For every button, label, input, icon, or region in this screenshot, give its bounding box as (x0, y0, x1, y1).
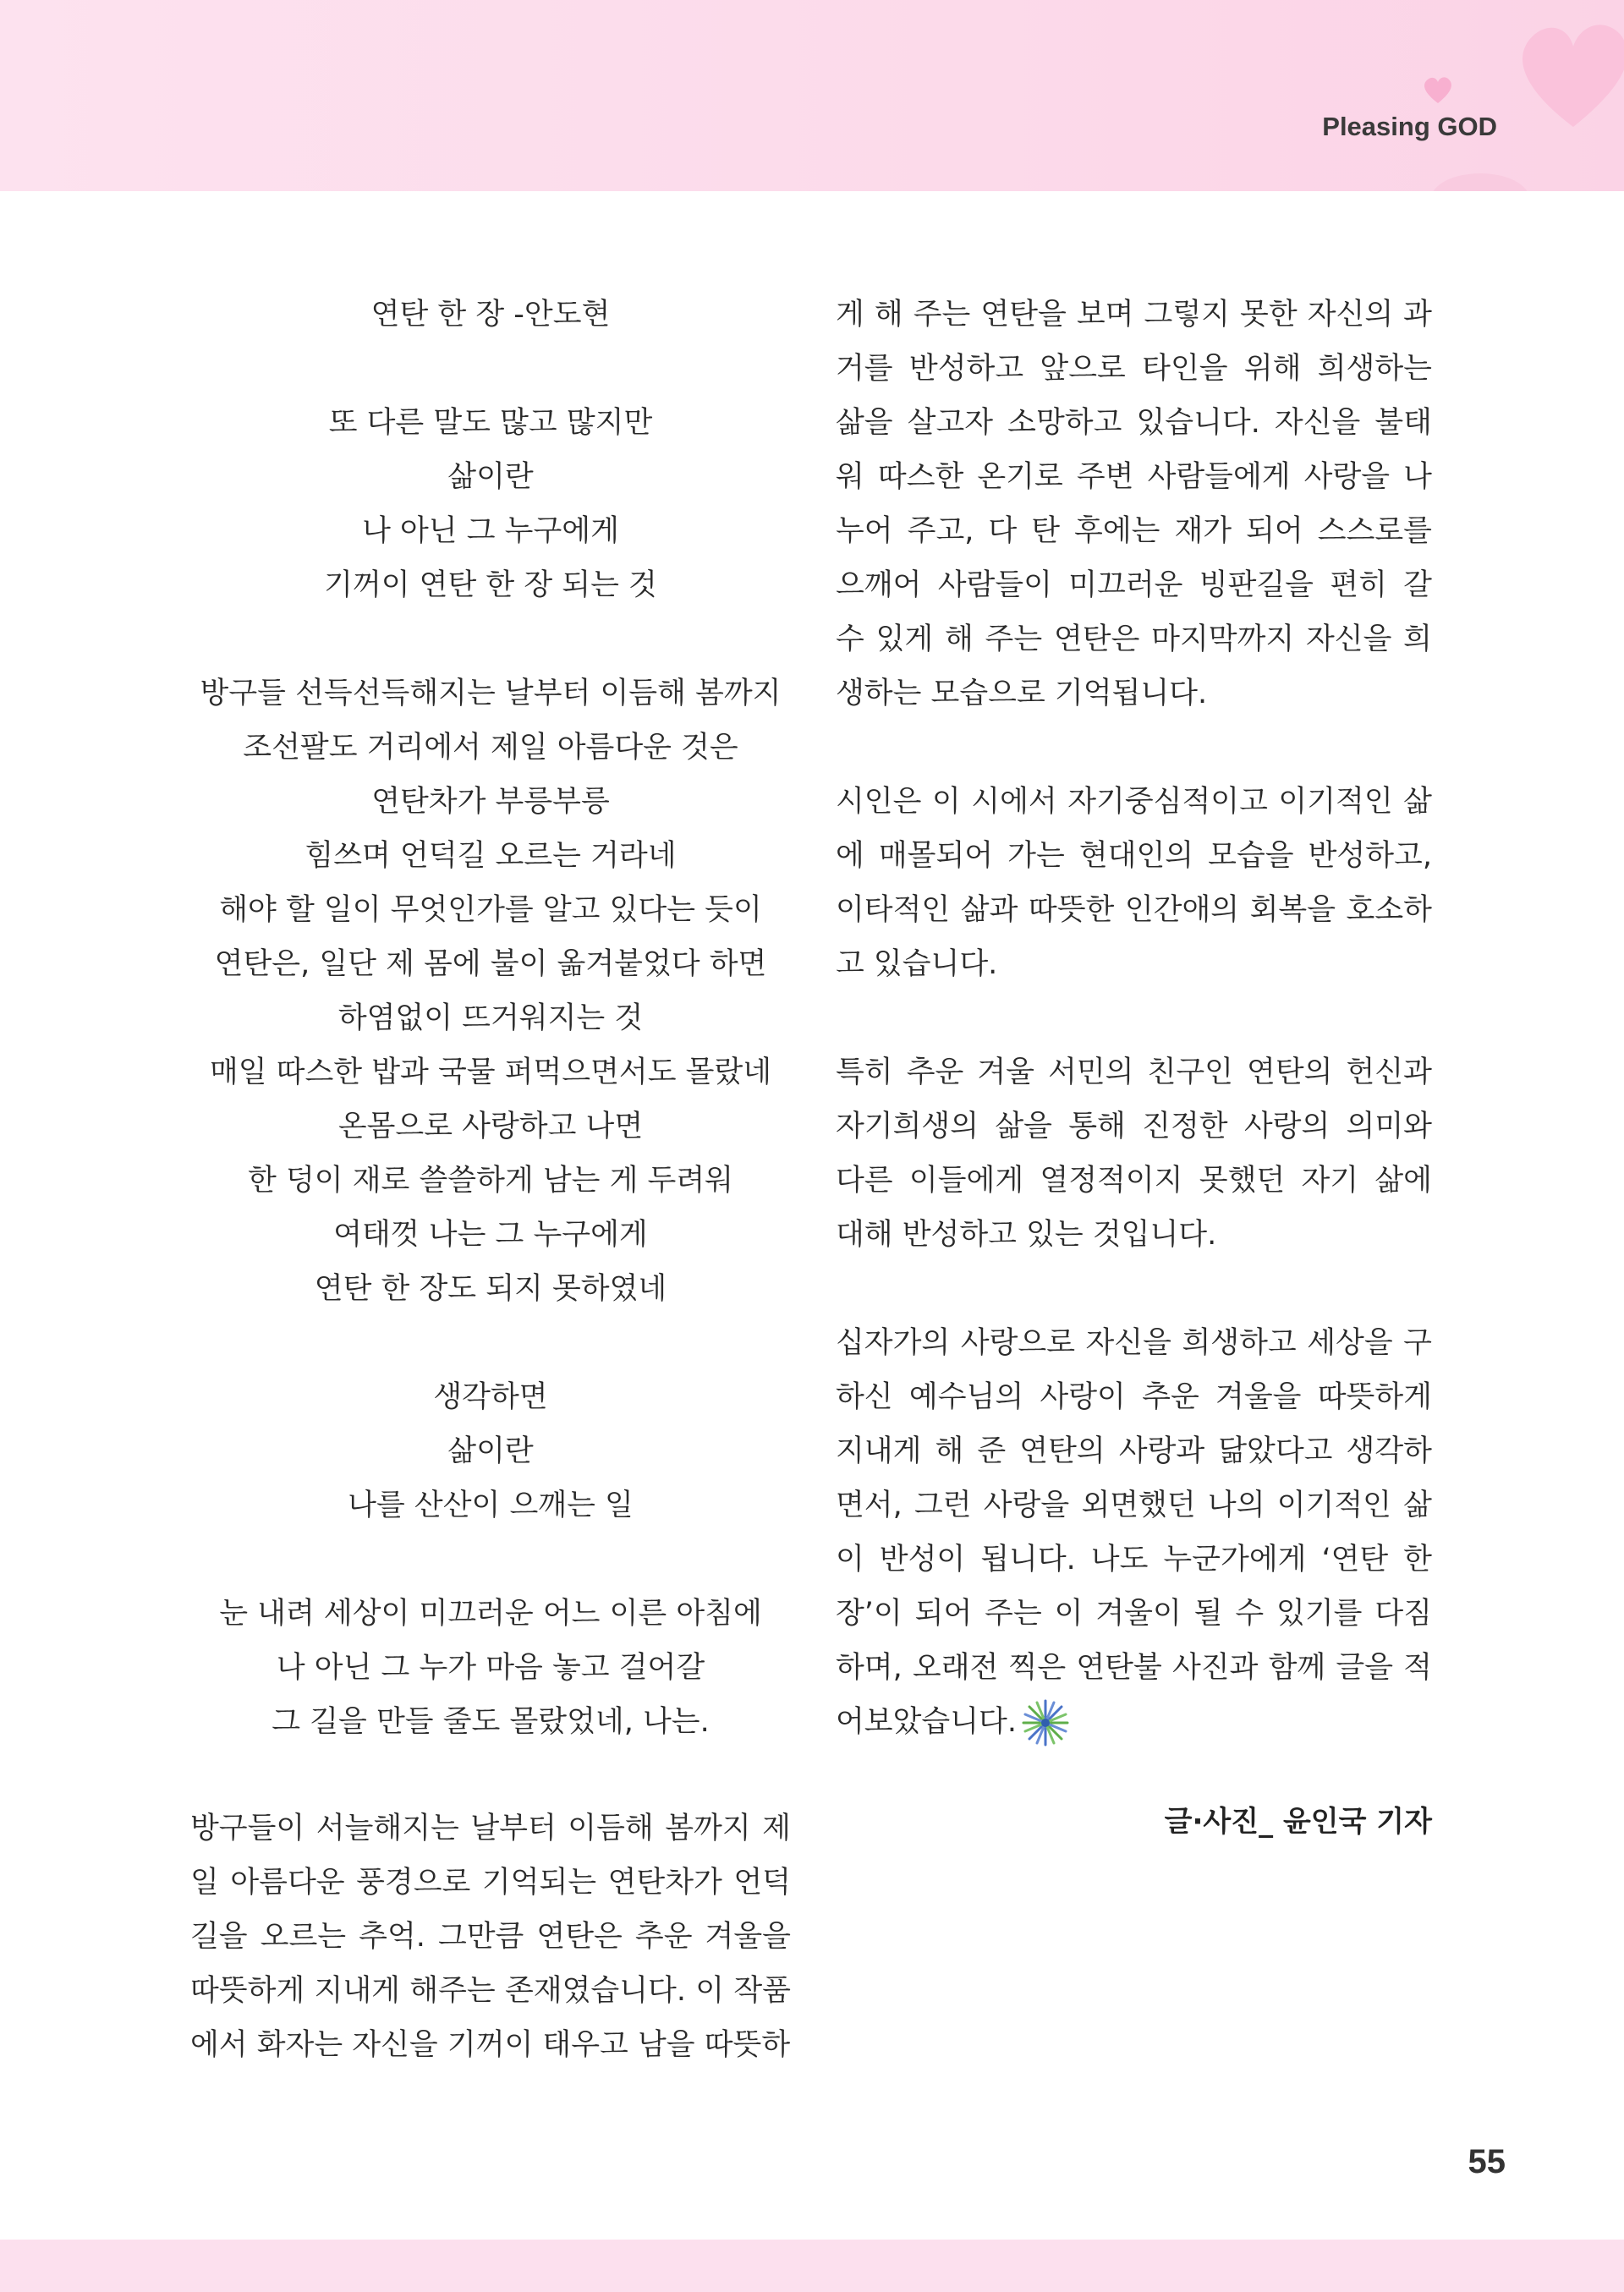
poem-line: 그 길을 만들 줄도 몰랐었네, 나는. (272, 1705, 710, 1739)
page-number: 55 (1468, 2143, 1506, 2180)
poem (190, 288, 791, 1749)
heart-decoration-bottom-icon (1429, 161, 1531, 191)
series-label: Pleasing GOD (1322, 112, 1497, 141)
poem-line: 연탄 한 장도 되지 못하였네 (314, 1272, 667, 1306)
paragraph: 시인은 이 시에서 자기중심적이고 이기적인 삶에 매몰되어 가는 현대인의 모습을 반성하고, 이타적인 삶과 따뜻한 인간애의 회복을 호소하고 있습니다. (836, 785, 1432, 981)
heart-decoration-small-icon (1421, 73, 1455, 107)
poem-line: 기꺼이 연탄 한 장 되는 것 (324, 568, 657, 602)
poem-line: 연탄은, 일단 제 몸에 불이 옮겨붙었다 하면 (214, 947, 767, 981)
poem-line: 방구들 선득선득해지는 날부터 이듬해 봄까지 (200, 677, 782, 710)
poem-line: 한 덩이 재로 쓸쓸하게 남는 게 두려워 (248, 1164, 733, 1198)
article-left-paragraph (190, 1801, 791, 2072)
poem-line: 해야 할 일이 무엇인가를 알고 있다는 듯이 (219, 893, 762, 927)
end-ornament-icon (1020, 1697, 1071, 1748)
poem-line: 또 다른 말도 많고 많지만 (328, 406, 653, 440)
poem-line: 생각하면 (433, 1380, 548, 1414)
paragraph-last (836, 1316, 1432, 1749)
poem-line: 힘쓰며 언덕길 오르는 거라네 (304, 839, 677, 873)
poem-line: 나 아닌 그 누가 마음 놓고 걸어갈 (276, 1651, 705, 1685)
article-right-column (836, 288, 1432, 1749)
header-band (0, 0, 1624, 191)
footer-band (0, 2240, 1624, 2292)
poem-line: 조선팔도 거리에서 제일 아름다운 것은 (243, 731, 738, 765)
paragraph-text: 십자가의 사랑으로 자신을 희생하고 세상을 구하신 예수님의 사랑이 추운 겨울을 따뜻하게 지내게 해 준 연탄의 사랑과 닮았다고 생각하면서, 그런 사랑을 외면했던 나의 이기적인 삶이 반성이 됩니다. 나도 누군가에게 ‘연탄 한 장’이 되어 주는 이 겨울이 될 수 있기를 다짐하며, 오래전 찍은 연탄불 사진과 함께 글을 적어보았습니다. (836, 1326, 1432, 1739)
poem-title: 연탄 한 장 -안도현 (370, 298, 611, 332)
paragraph: 특히 추운 겨울 서민의 친구인 연탄의 헌신과 자기희생의 삶을 통해 진정한 사랑의 의미와 다른 이들에게 열정적이지 못했던 자기 삶에 대해 반성하고 있는 것입니다. (836, 1056, 1432, 1252)
poem-line: 하염없이 뜨거워지는 것 (337, 1001, 644, 1035)
poem-line: 매일 따스한 밥과 국물 퍼먹으면서도 몰랐네 (209, 1056, 772, 1089)
poem-line: 여태껏 나는 그 누구에게 (333, 1218, 648, 1252)
poem-line: 나 아닌 그 누구에게 (362, 514, 619, 548)
paragraph: 게 해 주는 연탄을 보며 그렇지 못한 자신의 과거를 반성하고 앞으로 타인을 위해 희생하는 삶을 살고자 소망하고 있습니다. 자신을 불태워 따스한 온기로 주변 사람들에게 사랑을 나누어 주고, 다 탄 후에는 재가 되어 스스로를 으깨어 사람들이 미끄러운 빙판길을 편히 갈 수 있게 해 주는 연탄은 마지막까지 자신을 희생하는 모습으로 기억됩니다. (836, 298, 1432, 710)
poem-line: 눈 내려 세상이 미끄러운 어느 이른 아침에 (219, 1597, 762, 1631)
byline: 글·사진_ 윤인국 기자 (1164, 1805, 1432, 1839)
poem-line: 연탄차가 부릉부릉 (371, 785, 610, 819)
poem-line: 삶이란 (447, 460, 534, 494)
poem-line: 온몸으로 사랑하고 나면 (337, 1110, 644, 1143)
poem-line: 삶이란 (447, 1434, 534, 1468)
heart-decoration-large-icon (1514, 8, 1624, 135)
paragraph: 방구들이 서늘해지는 날부터 이듬해 봄까지 제일 아름다운 풍경으로 기억되는 연탄차가 언덕길을 오르는 추억. 그만큼 연탄은 추운 겨울을 따뜻하게 지내게 해주는 존재였습니다. 이 작품에서 화자는 자신을 기꺼이 태우고 남을 따뜻하 (190, 1812, 791, 2062)
poem-line: 나를 산산이 으깨는 일 (348, 1489, 634, 1522)
